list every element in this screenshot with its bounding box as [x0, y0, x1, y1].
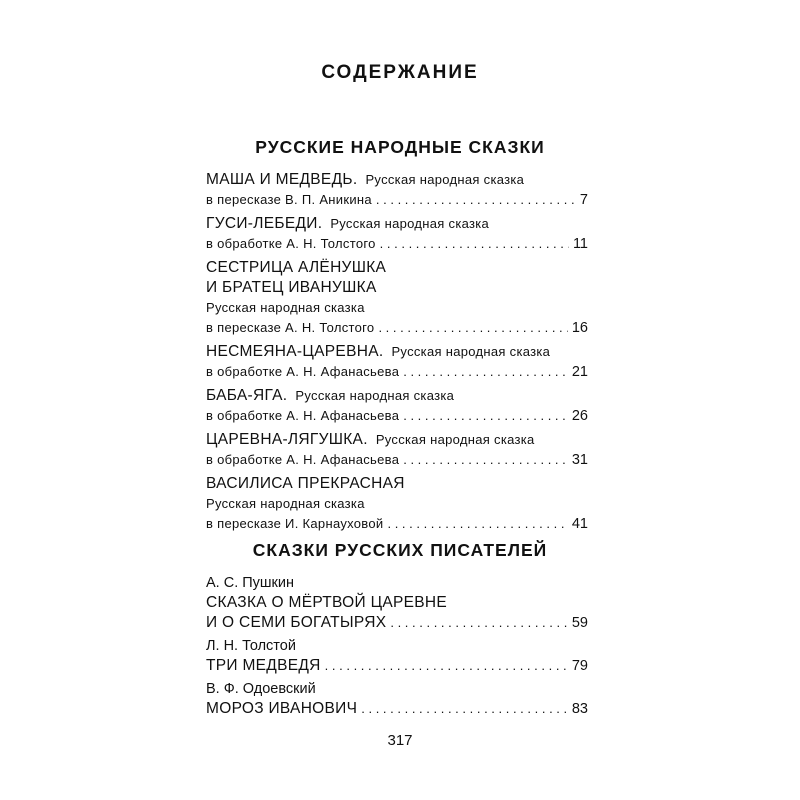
entry-page-number: 7: [579, 192, 588, 208]
toc-entry[interactable]: [206, 573, 588, 633]
entry-subtitle: Русская народная сказка: [206, 300, 365, 315]
dot-leader: [380, 234, 569, 254]
entry-subtitle: Русская народная сказка: [375, 432, 535, 447]
entry-subtitle: Русская народная сказка: [391, 344, 551, 359]
entry-page-number: 59: [571, 615, 588, 631]
toc-entry[interactable]: [206, 386, 588, 426]
toc-entry[interactable]: [206, 430, 588, 470]
entry-title: МОРОЗ ИВАНОВИЧ: [206, 700, 358, 717]
entry-author: В. Ф. Одоевский: [206, 681, 316, 697]
entry-title: СЕСТРИЦА АЛЁНУШКА: [206, 259, 387, 276]
entry-page-number: 21: [571, 364, 588, 380]
toc-section-russian-writers: [206, 573, 588, 722]
entry-title: ТРИ МЕДВЕДЯ: [206, 657, 321, 674]
entry-credit: в пересказе И. Карнауховой: [206, 516, 384, 531]
dot-leader: [403, 362, 568, 382]
entry-credit: в обработке А. Н. Толстого: [206, 236, 376, 251]
entry-title: ГУСИ-ЛЕБЕДИ.: [206, 215, 323, 232]
entry-title: И БРАТЕЦ ИВАНУШКА: [206, 279, 377, 296]
entry-page-number: 41: [571, 516, 588, 532]
entry-credit: в обработке А. Н. Афанасьева: [206, 408, 400, 423]
dot-leader: [378, 318, 567, 338]
entry-credit: в обработке А. Н. Афанасьева: [206, 364, 400, 379]
entry-title: СКАЗКА О МЁРТВОЙ ЦАРЕВНЕ: [206, 594, 448, 611]
page-number: 317: [387, 732, 413, 749]
entry-title: МАША И МЕДВЕДЬ.: [206, 171, 358, 188]
entry-credit: в пересказе А. Н. Толстого: [206, 320, 375, 335]
toc-entry[interactable]: [206, 258, 588, 338]
entry-page-number: 83: [571, 701, 588, 717]
dot-leader: [387, 514, 567, 534]
page-title: СОДЕРЖАНИЕ: [321, 62, 479, 83]
section-title-folk-tales: РУССКИЕ НАРОДНЫЕ СКАЗКИ: [255, 137, 545, 157]
entry-title: НЕСМЕЯНА-ЦАРЕВНА.: [206, 343, 384, 360]
entry-subtitle: Русская народная сказка: [206, 496, 365, 511]
entry-page-number: 11: [572, 236, 588, 252]
dot-leader: [403, 406, 568, 426]
entry-author: А. С. Пушкин: [206, 575, 295, 591]
entry-subtitle: Русская народная сказка: [295, 388, 455, 403]
entry-title: БАБА-ЯГА.: [206, 387, 288, 404]
entry-title: ВАСИЛИСА ПРЕКРАСНАЯ: [206, 475, 405, 492]
entry-page-number: 79: [571, 658, 588, 674]
entry-title: ЦАРЕВНА-ЛЯГУШКА.: [206, 431, 368, 448]
entry-title: И О СЕМИ БОГАТЫРЯХ: [206, 614, 387, 631]
entry-subtitle: Русская народная сказка: [330, 216, 490, 231]
dot-leader: [376, 190, 576, 210]
entry-author: Л. Н. Толстой: [206, 638, 296, 654]
dot-leader: [390, 613, 568, 633]
toc-entry[interactable]: [206, 474, 588, 534]
dot-leader: [403, 450, 568, 470]
entry-subtitle: Русская народная сказка: [365, 172, 525, 187]
entry-credit: в пересказе В. П. Аникина: [206, 192, 372, 207]
toc-entry[interactable]: [206, 170, 588, 210]
dot-leader: [325, 656, 568, 676]
entry-page-number: 26: [571, 408, 588, 424]
toc-entry[interactable]: [206, 636, 588, 676]
toc-section-folk-tales: [206, 170, 588, 538]
dot-leader: [361, 699, 568, 719]
toc-entry[interactable]: [206, 679, 588, 719]
entry-page-number: 16: [571, 320, 588, 336]
entry-page-number: 31: [571, 452, 588, 468]
toc-entry[interactable]: [206, 214, 588, 254]
section-title-russian-writers: СКАЗКИ РУССКИХ ПИСАТЕЛЕЙ: [252, 540, 548, 560]
entry-credit: в обработке А. Н. Афанасьева: [206, 452, 400, 467]
toc-entry[interactable]: [206, 342, 588, 382]
